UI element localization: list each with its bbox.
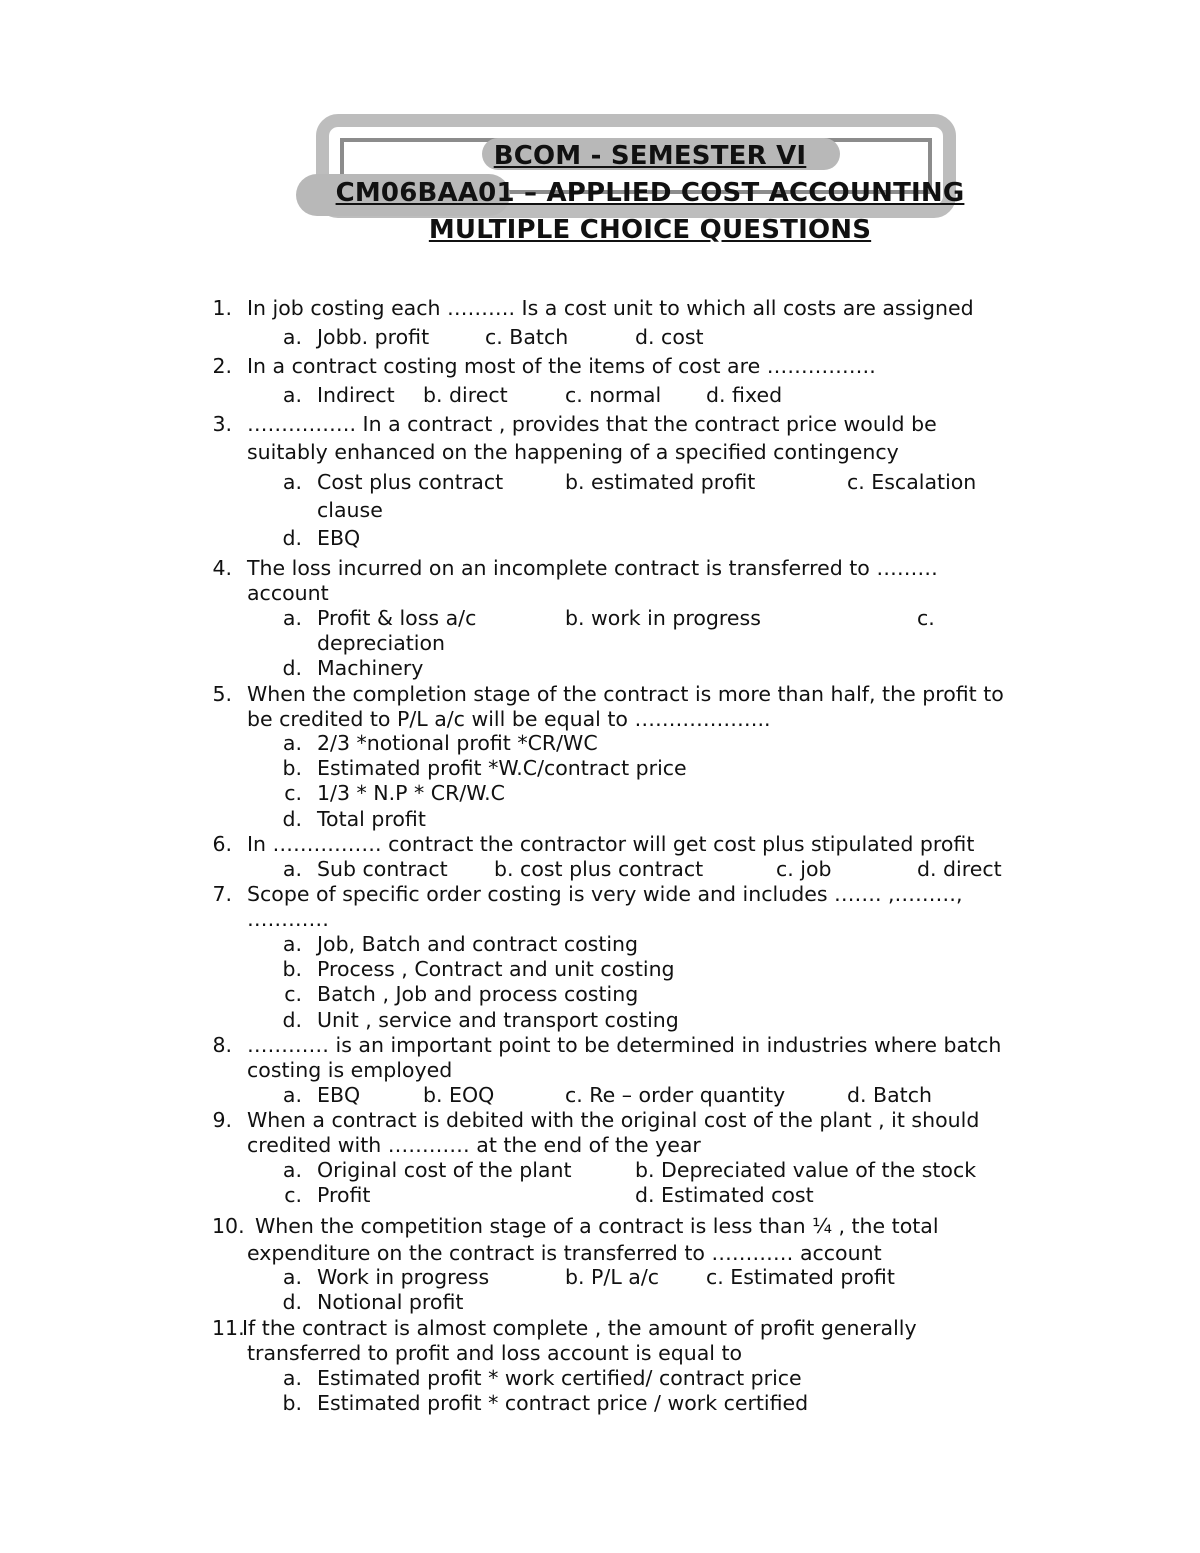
option-label: d. xyxy=(282,656,302,680)
question-text: expenditure on the contract is transferred to ………… account xyxy=(247,1241,882,1265)
question-number: 5. xyxy=(212,682,232,706)
answer-option: d. fixed xyxy=(706,383,783,407)
question-text: ……………. In a contract , provides that the contract price would be xyxy=(247,412,937,436)
option-label: b. xyxy=(282,957,302,981)
answer-option: b. estimated profit xyxy=(565,470,756,494)
answer-option: d. Batch xyxy=(847,1083,932,1107)
option-label: d. xyxy=(282,526,302,550)
answer-option: clause xyxy=(317,498,383,522)
question-number: 11. xyxy=(212,1316,245,1340)
question-text: suitably enhanced on the happening of a specified contingency xyxy=(247,440,899,464)
question-text: credited with ………… at the end of the year xyxy=(247,1133,701,1157)
answer-option: d. direct xyxy=(917,857,1002,881)
answer-option: EBQ xyxy=(317,1083,361,1107)
question-number: 7. xyxy=(212,882,232,906)
option-label: a. xyxy=(282,1158,302,1182)
answer-option: Sub contract xyxy=(317,857,448,881)
answer-option: Unit , service and transport costing xyxy=(317,1008,679,1032)
option-label: d. xyxy=(282,1008,302,1032)
answer-option: depreciation xyxy=(317,631,446,655)
answer-option: Cost plus contract xyxy=(317,470,504,494)
option-label: a. xyxy=(282,1366,302,1390)
question-number: 3. xyxy=(212,412,232,436)
answer-option: Original cost of the plant xyxy=(317,1158,572,1182)
answer-option: Batch , Job and process costing xyxy=(317,982,639,1006)
question-text: transferred to profit and loss account is equal to xyxy=(247,1341,743,1365)
question-number: 10. xyxy=(212,1214,245,1238)
answer-option: Jobb. profit xyxy=(317,325,430,349)
answer-option: c. Estimated profit xyxy=(706,1265,895,1289)
answer-option: c. xyxy=(917,606,935,630)
section-title: MULTIPLE CHOICE QUESTIONS xyxy=(428,215,872,245)
option-label: c. xyxy=(284,1183,302,1207)
question-number: 9. xyxy=(212,1108,232,1132)
question-text: When a contract is debited with the original cost of the plant , it should xyxy=(247,1108,980,1132)
answer-option: Estimated profit * contract price / work certified xyxy=(317,1391,809,1415)
option-label: c. xyxy=(284,982,302,1006)
question-number: 2. xyxy=(212,354,232,378)
answer-option: Machinery xyxy=(317,656,424,680)
question-text: When the completion stage of the contract is more than half, the profit to xyxy=(247,682,1004,706)
question-text: The loss incurred on an incomplete contract is transferred to ……… xyxy=(247,556,938,580)
question-number: 4. xyxy=(212,556,232,580)
answer-option: c. Batch xyxy=(485,325,569,349)
question-number: 8. xyxy=(212,1033,232,1057)
option-label: b. xyxy=(282,756,302,780)
answer-option: Work in progress xyxy=(317,1265,490,1289)
answer-option: b. cost plus contract xyxy=(494,857,704,881)
answer-option: Indirect xyxy=(317,383,395,407)
answer-option: b. P/L a/c xyxy=(565,1265,659,1289)
option-label: a. xyxy=(282,731,302,755)
question-text: In job costing each ………. Is a cost unit to which all costs are assigned xyxy=(247,296,974,320)
question-text: In ……………. contract the contractor will get cost plus stipulated profit xyxy=(247,832,975,856)
answer-option: Job, Batch and contract costing xyxy=(317,932,639,956)
course-title: CM06BAA01 – APPLIED COST ACCOUNTING xyxy=(335,178,965,208)
option-label: a. xyxy=(282,606,302,630)
answer-option: c. Re – order quantity xyxy=(565,1083,786,1107)
answer-option: 2/3 *notional profit *CR/WC xyxy=(317,731,598,755)
answer-option: Total profit xyxy=(317,807,426,831)
option-label: d. xyxy=(282,1290,302,1314)
answer-option: Profit & loss a/c xyxy=(317,606,477,630)
answer-option: b. Depreciated value of the stock xyxy=(635,1158,977,1182)
option-label: d. xyxy=(282,807,302,831)
answer-option: Profit xyxy=(317,1183,371,1207)
option-label: c. xyxy=(284,781,302,805)
answer-option: EBQ xyxy=(317,526,361,550)
answer-option: Notional profit xyxy=(317,1290,464,1314)
question-text: costing is employed xyxy=(247,1058,453,1082)
answer-option: Process , Contract and unit costing xyxy=(317,957,675,981)
option-label: a. xyxy=(282,932,302,956)
answer-option: b. work in progress xyxy=(565,606,761,630)
question-number: 6. xyxy=(212,832,232,856)
answer-option: d. Estimated cost xyxy=(635,1183,814,1207)
option-label: a. xyxy=(282,470,302,494)
option-label: a. xyxy=(282,1083,302,1107)
answer-option: c. job xyxy=(776,857,832,881)
option-label: a. xyxy=(282,383,302,407)
answer-option: b. direct xyxy=(423,383,508,407)
page-title: BCOM - SEMESTER VI xyxy=(493,141,807,171)
question-number: 1. xyxy=(212,296,232,320)
question-text: In a contract costing most of the items of cost are ……………. xyxy=(247,354,876,378)
question-text: When the competition stage of a contract is less than ¼ , the total xyxy=(255,1214,939,1238)
answer-option: c. normal xyxy=(565,383,662,407)
answer-option: b. EOQ xyxy=(423,1083,495,1107)
option-label: a. xyxy=(282,857,302,881)
option-label: b. xyxy=(282,1391,302,1415)
answer-option: c. Escalation xyxy=(847,470,977,494)
option-label: a. xyxy=(282,325,302,349)
question-text: ………… xyxy=(247,907,329,931)
option-label: a. xyxy=(282,1265,302,1289)
question-text: ………… is an important point to be determined in industries where batch xyxy=(247,1033,1002,1057)
answer-option: Estimated profit * work certified/ contract price xyxy=(317,1366,802,1390)
answer-option: Estimated profit *W.C/contract price xyxy=(317,756,687,780)
answer-option: 1/3 * N.P * CR/W.C xyxy=(317,781,505,805)
question-text: account xyxy=(247,581,329,605)
question-text: be credited to P/L a/c will be equal to ……………….. xyxy=(247,707,771,731)
question-text: If the contract is almost complete , the amount of profit generally xyxy=(242,1316,917,1340)
answer-option: d. cost xyxy=(635,325,704,349)
question-text: Scope of specific order costing is very wide and includes ……. ,………, xyxy=(247,882,963,906)
